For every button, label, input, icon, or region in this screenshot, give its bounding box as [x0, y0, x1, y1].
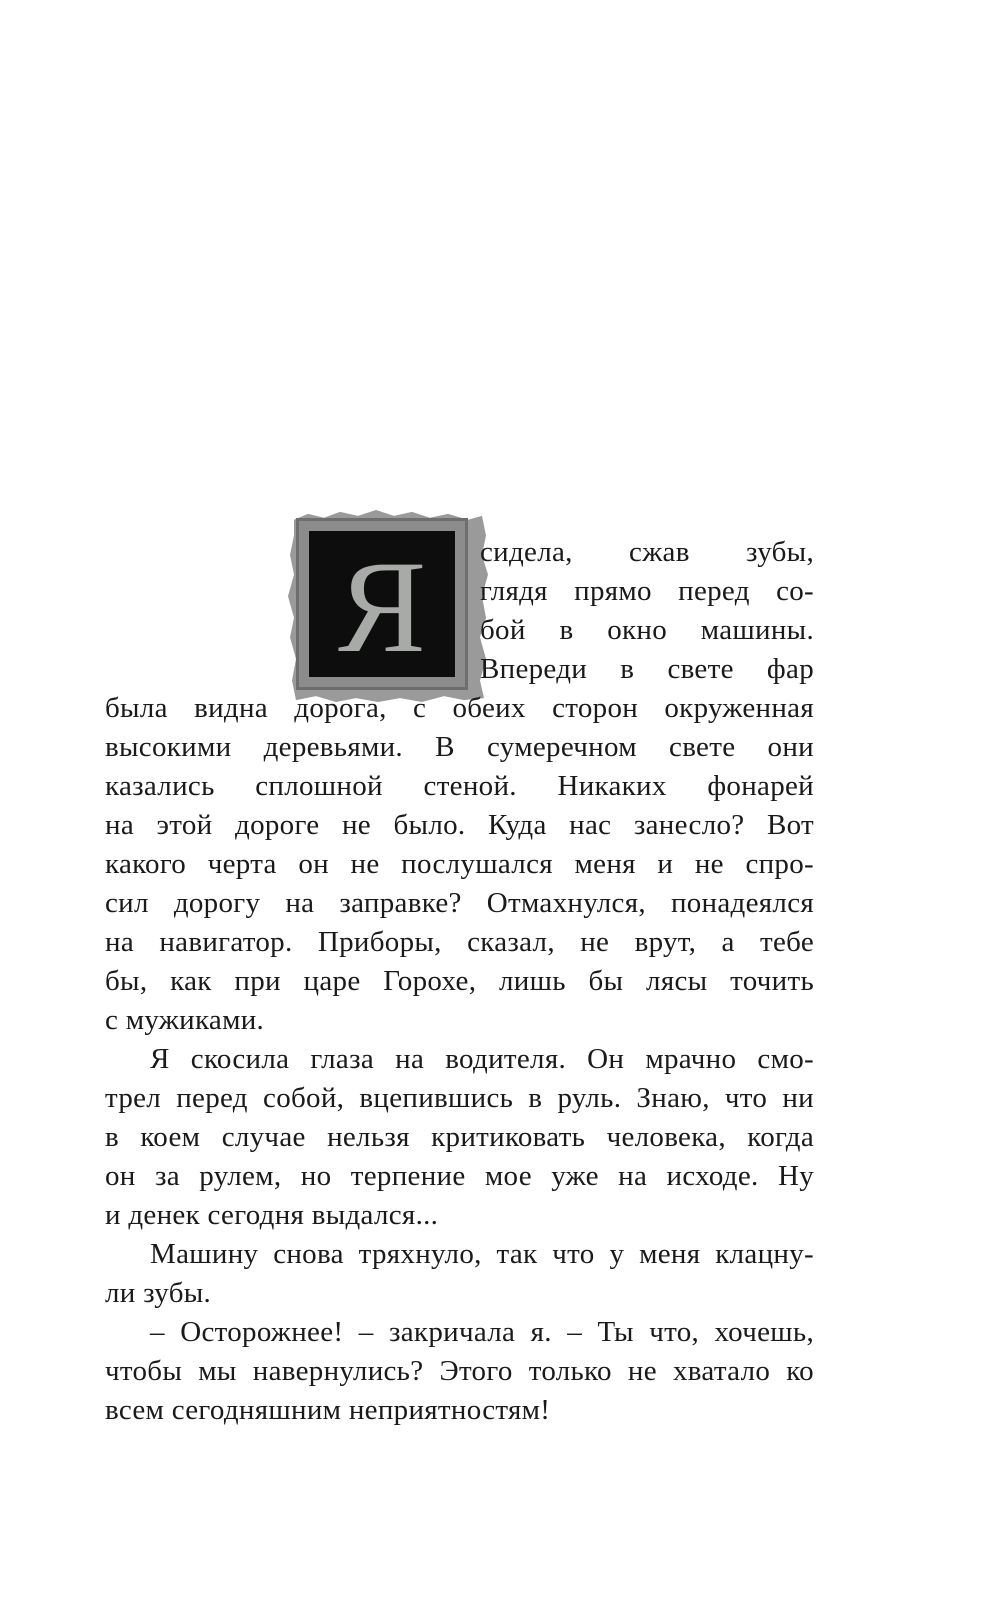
text-line: какого черта он не послушался меня и не спро-	[105, 848, 814, 880]
text-line: Впереди в свете фар	[480, 653, 814, 685]
text-line: была видна дорога, с обеих сторон окруженная	[105, 692, 814, 724]
text-line: Машину снова тряхнуло, так что у меня клацну-	[150, 1238, 814, 1270]
drop-cap	[296, 518, 482, 698]
text-line: трел перед собой, вцепившись в руль. Знаю, что ни	[105, 1082, 814, 1114]
text-line: глядя прямо перед со-	[480, 575, 814, 607]
text-line: – Осторожнее! – закричала я. – Ты что, хочешь,	[150, 1316, 814, 1348]
text-line: на этой дороге не было. Куда нас занесло? Вот	[105, 809, 814, 841]
text-line: он за рулем, но терпение мое уже на исходе. Ну	[105, 1160, 814, 1192]
text-line: с мужиками.	[105, 1004, 265, 1036]
drop-cap-box	[309, 531, 455, 680]
text-line: ли зубы.	[105, 1277, 212, 1309]
text-line: высокими деревьями. В сумеречном свете они	[105, 731, 814, 763]
text-line: сидела, сжав зубы,	[480, 536, 814, 568]
text-line: бы, как при царе Горохе, лишь бы лясы точить	[105, 965, 814, 997]
text-line: Я скосила глаза на водителя. Он мрачно смо-	[150, 1043, 814, 1075]
text-line: казались сплошной стеной. Никаких фонарей	[105, 770, 814, 802]
text-line: чтобы мы навернулись? Этого только не хватало ко	[105, 1355, 814, 1387]
text-line: и денек сегодня выдался...	[105, 1199, 439, 1231]
text-line: всем сегодняшним неприятностям!	[105, 1394, 551, 1426]
text-line: на навигатор. Приборы, сказал, не врут, а тебе	[105, 926, 814, 958]
drop-cap-frame	[296, 518, 468, 690]
text-line: сил дорогу на заправке? Отмахнулся, понадеялся	[105, 887, 814, 919]
text-line: бой в окно машины.	[480, 614, 814, 646]
text-line: в коем случае нельзя критиковать человека, когда	[105, 1121, 814, 1153]
drop-cap-letter: Я	[337, 533, 427, 680]
